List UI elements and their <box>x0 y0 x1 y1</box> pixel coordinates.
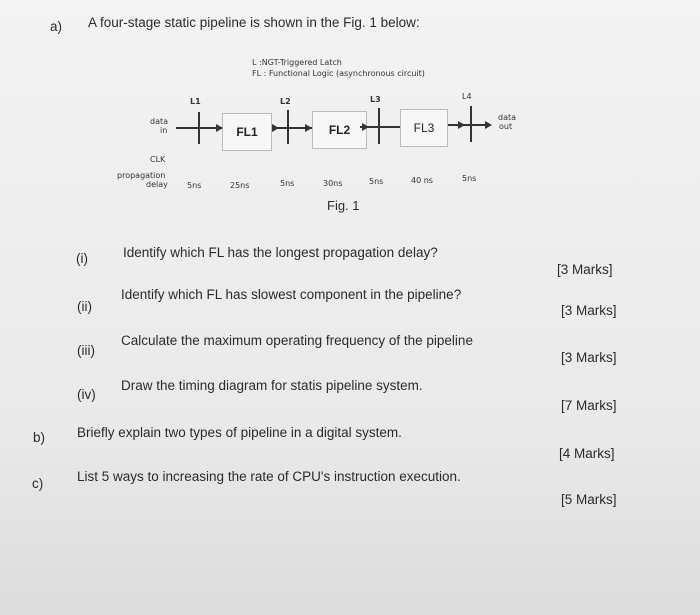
delay-l1: 5ns <box>187 181 202 190</box>
question-i-number: (i) <box>76 251 88 266</box>
arrow-fl2-l3 <box>362 123 369 131</box>
question-iii-marks: [3 Marks] <box>561 350 617 365</box>
question-iii-number: (iii) <box>77 343 95 358</box>
legend-functional-logic: FL : Functional Logic (asynchronous circuit) <box>252 69 425 78</box>
question-iv-text: Draw the timing diagram for statis pipeline system. <box>121 378 423 393</box>
delay-label: delay <box>146 180 168 189</box>
fl1-block <box>222 113 272 151</box>
part-c-label: c) <box>32 476 44 491</box>
part-b-marks: [4 Marks] <box>559 446 615 461</box>
data-out-label-2: out <box>499 122 513 131</box>
part-c-marks: [5 Marks] <box>561 492 617 507</box>
delay-fl2: 30ns <box>323 179 343 188</box>
arrow-l1-fl1 <box>216 124 223 132</box>
question-ii-number: (ii) <box>77 299 92 314</box>
delay-fl1: 25ns <box>230 181 250 190</box>
data-out-label-1: data <box>498 113 517 122</box>
part-b-text: Briefly explain two types of pipeline in a digital system. <box>77 425 402 440</box>
question-i-text: Identify which FL has the longest propagation delay? <box>123 245 438 260</box>
legend-latch: L :NGT-Triggered Latch <box>252 58 342 67</box>
question-iv-marks: [7 Marks] <box>561 398 617 413</box>
arrow-l2-fl2 <box>305 124 312 132</box>
figure-caption: Fig. 1 <box>327 198 360 213</box>
fl2-block <box>312 111 367 149</box>
latch-label-l1: L1 <box>190 97 201 106</box>
latch-label-l2: L2 <box>280 97 291 106</box>
part-a-label: a) <box>50 19 63 34</box>
delay-l4: 5ns <box>462 174 477 183</box>
question-iv-number: (iv) <box>77 387 96 402</box>
delay-l2: 5ns <box>280 179 295 188</box>
question-iii-text: Calculate the maximum operating frequency of the pipeline <box>121 333 473 348</box>
fl3-label: FL3 <box>413 121 435 135</box>
part-b-label: b) <box>33 430 46 445</box>
question-i-marks: [3 Marks] <box>557 262 613 277</box>
fl3-block <box>400 109 448 147</box>
question-ii-text: Identify which FL has slowest component in the pipeline? <box>121 287 462 302</box>
fl2-label: FL2 <box>328 123 351 137</box>
latch-label-l3: L3 <box>370 95 381 104</box>
delay-l3: 5ns <box>369 177 384 186</box>
data-in-label-2: in <box>160 126 168 135</box>
part-a-intro: A four-stage static pipeline is shown in the Fig. 1 below: <box>88 15 420 30</box>
part-c-text: List 5 ways to increasing the rate of CPU's instruction execution. <box>77 469 461 484</box>
arrow-data-out <box>485 121 492 129</box>
propagation-label: propagation <box>117 171 166 180</box>
arrow-fl3-l4 <box>458 121 465 129</box>
data-in-label-1: data <box>150 117 169 126</box>
clk-label: CLK <box>150 155 166 164</box>
delay-fl3: 40 ns <box>411 176 433 185</box>
latch-label-l4: L4 <box>462 92 472 101</box>
arrow-fl1-l2 <box>272 124 279 132</box>
fl1-label: FL1 <box>236 125 258 139</box>
question-ii-marks: [3 Marks] <box>561 303 617 318</box>
